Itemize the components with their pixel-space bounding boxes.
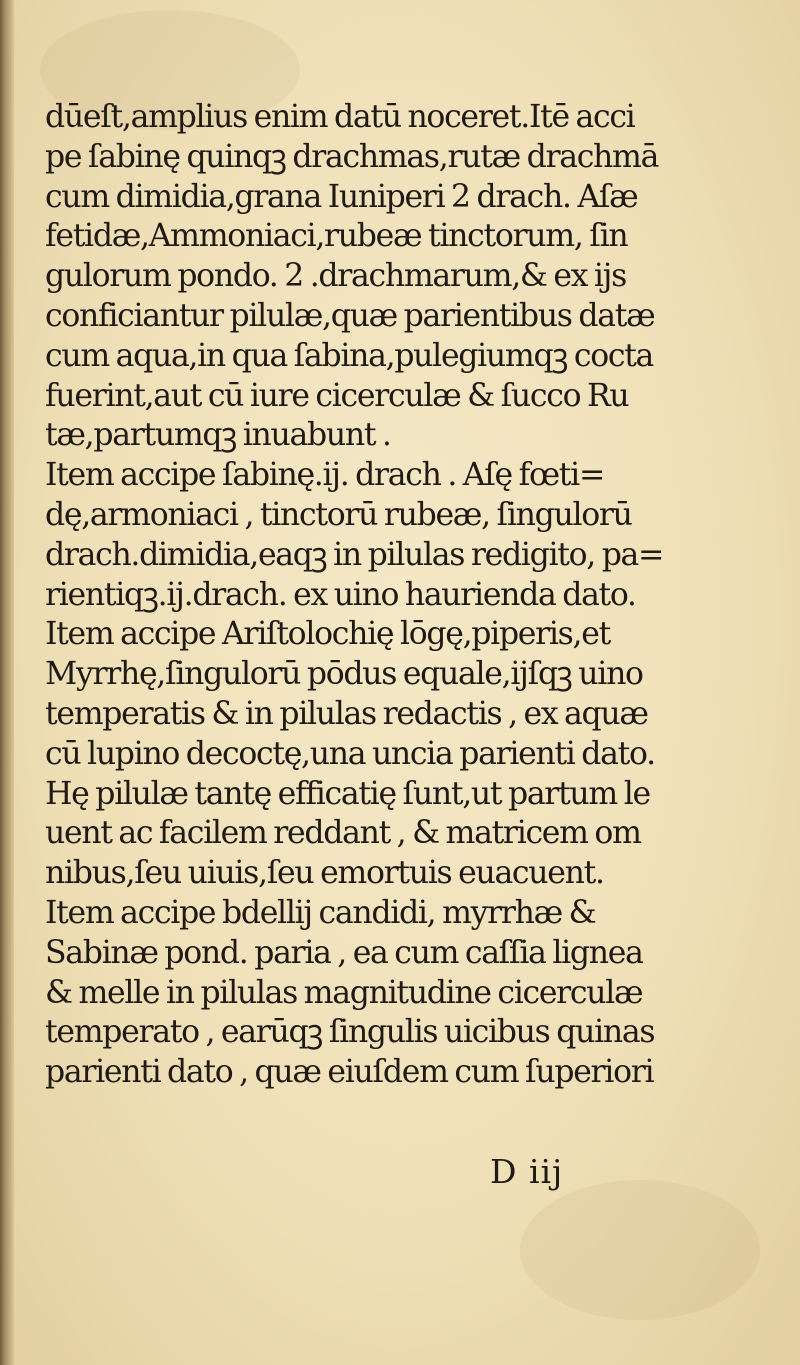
text-line: Item accipe ſabinę.ij. drach . Aſę fœti= — [45, 457, 605, 494]
text-line: & melle in pilulas magnitudine cicerculæ — [45, 974, 643, 1011]
text-line: parienti dato , quæ eiuſdem cum ſuperiori — [45, 1054, 654, 1091]
text-line: cum aqua,in qua ſabina,pulegiumqꝫ cocta — [45, 337, 654, 374]
signature-mark: D iij — [490, 1152, 564, 1191]
text-line: temperato , earūqꝫ ſingulis uicibus quinas — [45, 1014, 655, 1051]
text-line: cum dimidia,grana Iuniperi 2 drach. Aſæ — [45, 178, 638, 215]
text-line: dę,armoniaci , tinctorū rubeæ, ſingulorū — [45, 496, 632, 533]
page-gutter — [0, 0, 14, 1365]
text-line: temperatis & in pilulas redactis , ex aquæ — [45, 695, 648, 732]
text-line: conficiantur pilulæ,quæ parientibus datæ — [45, 297, 655, 334]
latin-text-block — [45, 98, 685, 1093]
text-line: Myrrhę,ſingulorū pōdus equale,ijſqꝫ uino — [45, 656, 643, 693]
text-line: Item accipe Ariſtolochię lōgę,piperis,et — [45, 616, 610, 653]
text-line: tæ,partumqꝫ inuabunt . — [45, 417, 391, 454]
text-line: cū lupino decoctę,una uncia parienti dato. — [45, 735, 655, 772]
text-line: uent ac facilem reddant , & matricem om — [45, 815, 641, 852]
text-line: Hę pilulæ tantę efficatię ſunt,ut partum le — [45, 775, 650, 812]
text-line: pe ſabinę quinqꝫ drachmas,rutæ drachmā — [45, 138, 659, 175]
text-line: Sabinæ pond. paria , ea cum caſſia lignea — [45, 934, 643, 971]
text-line: fuerint,aut cū iure cicerculæ & ſucco Ru — [45, 377, 629, 414]
paper-stain — [520, 1180, 760, 1320]
text-line: rientiqꝫ.ij.drach. ex uino haurienda dato. — [45, 576, 636, 613]
text-line: gulorum pondo. 2 .drachmarum,& ex ijs — [45, 258, 626, 295]
text-line: fetidæ,Ammoniaci,rubeæ tinctorum, ſin — [45, 218, 628, 255]
text-line: drach.dimidia,eaqꝫ in pilulas redigito, pa= — [45, 536, 664, 573]
text-line: nibus,ſeu uiuis,ſeu emortuis euacuent. — [45, 855, 604, 892]
text-line: Item accipe bdellij candidi, myrrhæ & — [45, 894, 596, 931]
text-line: dūeſt,amplius enim datū noceret.Itē acci — [45, 99, 635, 135]
